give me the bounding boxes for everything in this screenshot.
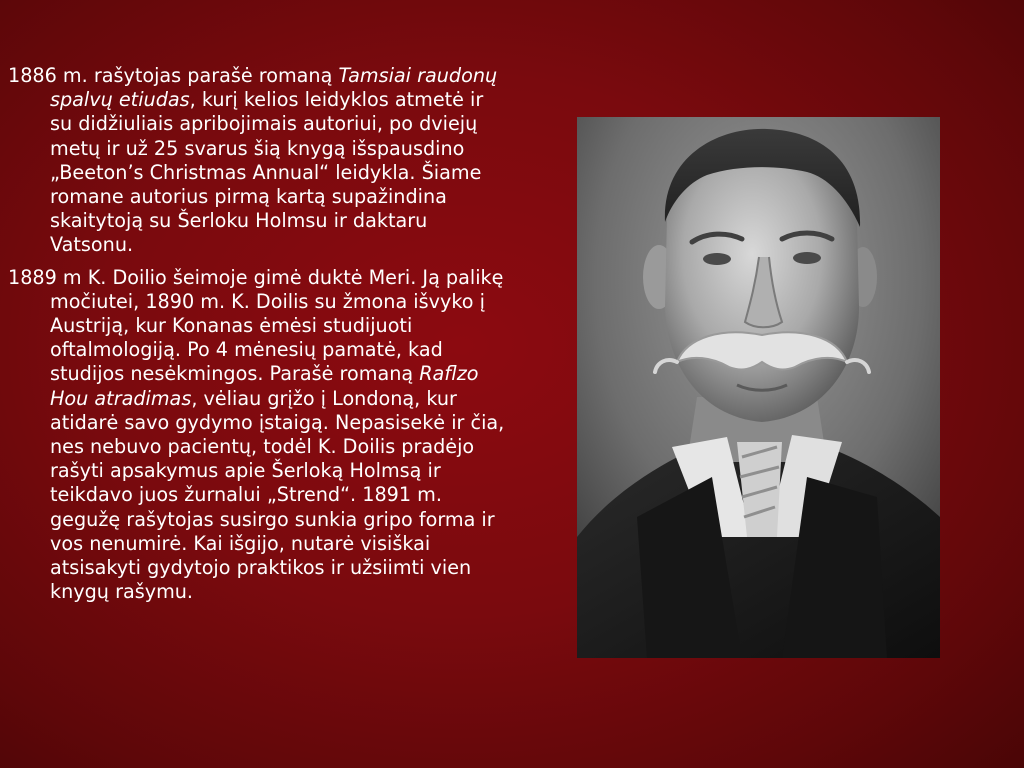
portrait-image xyxy=(577,117,940,658)
paragraph-1889-after: , vėliau grįžo į Londoną, kur atidarė savo gydymo įstaigą. Nepasisekė ir čia, nes nebuvo pacientų, todėl K. Doilis pradėjo rašyti apsakymus apie Šerloką Holmsą ir teikdavo juos žurnalui „Strend“. 1891 m. gegužę rašytojas susirgo sunkia gripo forma ir vos nenumirė. Kai išgijo, nutarė visiškai atsisakyti gydytojo praktikos ir užsiimti vien knygų rašymu. xyxy=(50,386,505,604)
paragraph-1886-after: , kurį kelios leidyklos atmetė ir su didžiuliais apribojimais autoriui, po dviejų metų ir už 25 svarus šią knygą išspausdino „Beeton’s Christmas Annual“ leidykla. Šiame romane autorius pirmą kartą supažindina skaitytoją su Šerloku Holmsu ir daktaru Vatsonu. xyxy=(50,88,484,257)
paragraph-1889-before: 1889 m K. Doilio šeimoje gimė duktė Meri. Ją palikę močiutei, 1890 m. K. Doilis su žmona išvyko į Austriją, kur Konanas ėmėsi studijuoti oftalmologiją. Po 4 mėnesių pamatė, kad studijos nesėkmingos. Parašė romaną xyxy=(8,265,504,386)
text-block xyxy=(8,64,508,612)
right-eye xyxy=(793,252,821,264)
left-eye xyxy=(703,253,731,265)
novel-title-study-in-scarlet: Tamsiai raudonų spalvų etiudas xyxy=(50,64,498,112)
novel-title-raffles-haw: Raflzo Hou atradimas xyxy=(50,362,479,410)
paragraph-1886 xyxy=(8,64,508,258)
paragraph-1889 xyxy=(8,266,508,605)
author-portrait-photo xyxy=(577,117,940,658)
paragraph-1886-before: 1886 m. rašytojas parašė romaną xyxy=(8,64,339,87)
